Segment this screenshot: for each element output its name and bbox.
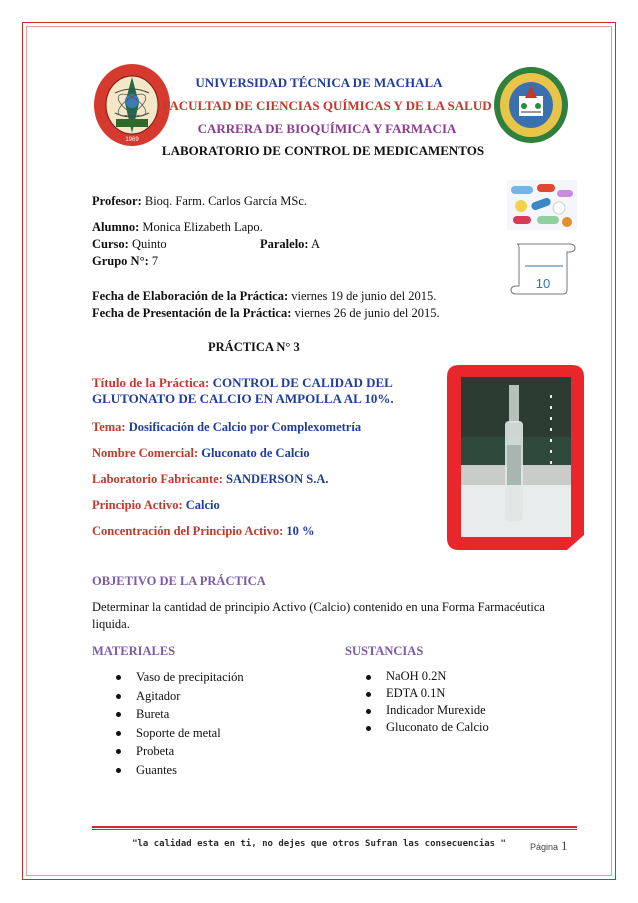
page-label: Página [530, 842, 559, 852]
paralelo-value: A [311, 237, 321, 251]
concentracion-value: 10 % [286, 524, 315, 538]
titulo-value-1: CONTROL DE CALIDAD DEL [212, 375, 393, 390]
list-item: NaOH 0.2N [360, 668, 489, 685]
paralelo-label: Paralelo: [260, 237, 309, 251]
university-name: UNIVERSIDAD TÉCNICA DE MACHALA [195, 75, 443, 90]
footer-quote: "la calidad esta en ti, no dejes que otros Sufran las consecuencias " [132, 839, 506, 849]
career-name: CARRERA DE BIOQUÍMICA Y FARMACIA [197, 121, 457, 136]
nombre-comercial-value: Gluconato de Calcio [201, 446, 310, 460]
list-item: Vaso de precipitación [110, 668, 244, 687]
tema-line [92, 419, 361, 435]
principio-label: Principio Activo: [92, 498, 183, 512]
curso-line [92, 236, 167, 252]
list-item: Agitador [110, 687, 244, 706]
laboratorio-value: SANDERSON S.A. [226, 472, 329, 486]
principio-line [92, 497, 220, 513]
list-item: Probeta [110, 742, 244, 761]
list-item: EDTA 0.1N [360, 685, 489, 702]
titulo-value-2: GLUTONATO DE CALCIO EN AMPOLLA AL 10%. [92, 391, 394, 406]
laboratorio-line [92, 471, 328, 487]
grupo-line [92, 253, 158, 269]
alumno-value: Monica Elizabeth Lapo. [142, 220, 263, 234]
ampoule-photo [447, 365, 584, 550]
page-number [530, 838, 568, 854]
alumno-label: Alumno: [92, 220, 140, 234]
list-item: Gluconato de Calcio [360, 719, 489, 736]
concentracion-line [92, 523, 315, 539]
faculty-name: FACULTAD DE CIENCIAS QUÍMICAS Y DE LA SALUD [162, 98, 492, 113]
list-item: Soporte de metal [110, 724, 244, 743]
grade-value: 10 [535, 276, 551, 291]
nombre-comercial-label: Nombre Comercial: [92, 446, 199, 460]
sustancias-heading: SUSTANCIAS [345, 644, 424, 658]
nombre-comercial-line [92, 445, 310, 461]
objetivo-heading: OBJETIVO DE LA PRÁCTICA [92, 574, 266, 588]
profesor-label: Profesor: [92, 194, 142, 208]
footer-rule-thin [92, 829, 577, 830]
titulo-line [92, 375, 393, 391]
pills-photo [507, 180, 577, 230]
seal-year: 1969 [125, 137, 139, 143]
curso-label: Curso: [92, 237, 129, 251]
objetivo-text-1: Determinar la cantidad de principio Activo (Calcio) contenido en una Forma Farmacéutica [92, 600, 545, 614]
presentacion-line [92, 305, 440, 321]
tema-label: Tema: [92, 420, 126, 434]
sustancias-list [360, 668, 489, 736]
presentacion-label: Fecha de Presentación de la Práctica: [92, 306, 292, 320]
alumno-line [92, 219, 263, 235]
profesor-line [92, 193, 307, 209]
tema-value: Dosificación de Calcio por Complexometría [128, 420, 362, 434]
presentacion-value: viernes 26 de junio del 2015. [294, 306, 440, 320]
elaboracion-line [92, 288, 436, 304]
list-item: Indicador Murexide [360, 702, 489, 719]
footer-rule [92, 826, 577, 828]
grade-scroll [509, 238, 577, 298]
profesor-value: Bioq. Farm. Carlos García MSc. [144, 194, 308, 208]
grupo-label: Grupo N°: [92, 254, 149, 268]
concentracion-label: Concentración del Principio Activo: [92, 524, 284, 538]
paralelo-line [260, 236, 320, 252]
page-number-value: 1 [561, 838, 568, 853]
list-item: Bureta [110, 705, 244, 724]
practica-title: PRÁCTICA N° 3 [208, 340, 300, 354]
laboratorio-label: Laboratorio Fabricante: [92, 472, 223, 486]
objetivo-text-2: liquida. [92, 617, 130, 631]
curso-value: Quinto [131, 237, 167, 251]
titulo-label: Título de la Práctica: [92, 375, 210, 390]
materiales-heading: MATERIALES [92, 644, 176, 658]
principio-value: Calcio [185, 498, 220, 512]
list-item: Guantes [110, 761, 244, 780]
elaboracion-label: Fecha de Elaboración de la Práctica: [92, 289, 289, 303]
materiales-list [110, 668, 244, 779]
grupo-value: 7 [151, 254, 159, 268]
elaboracion-value: viernes 19 de junio del 2015. [291, 289, 437, 303]
lab-name: LABORATORIO DE CONTROL DE MEDICAMENTOS [161, 143, 485, 158]
